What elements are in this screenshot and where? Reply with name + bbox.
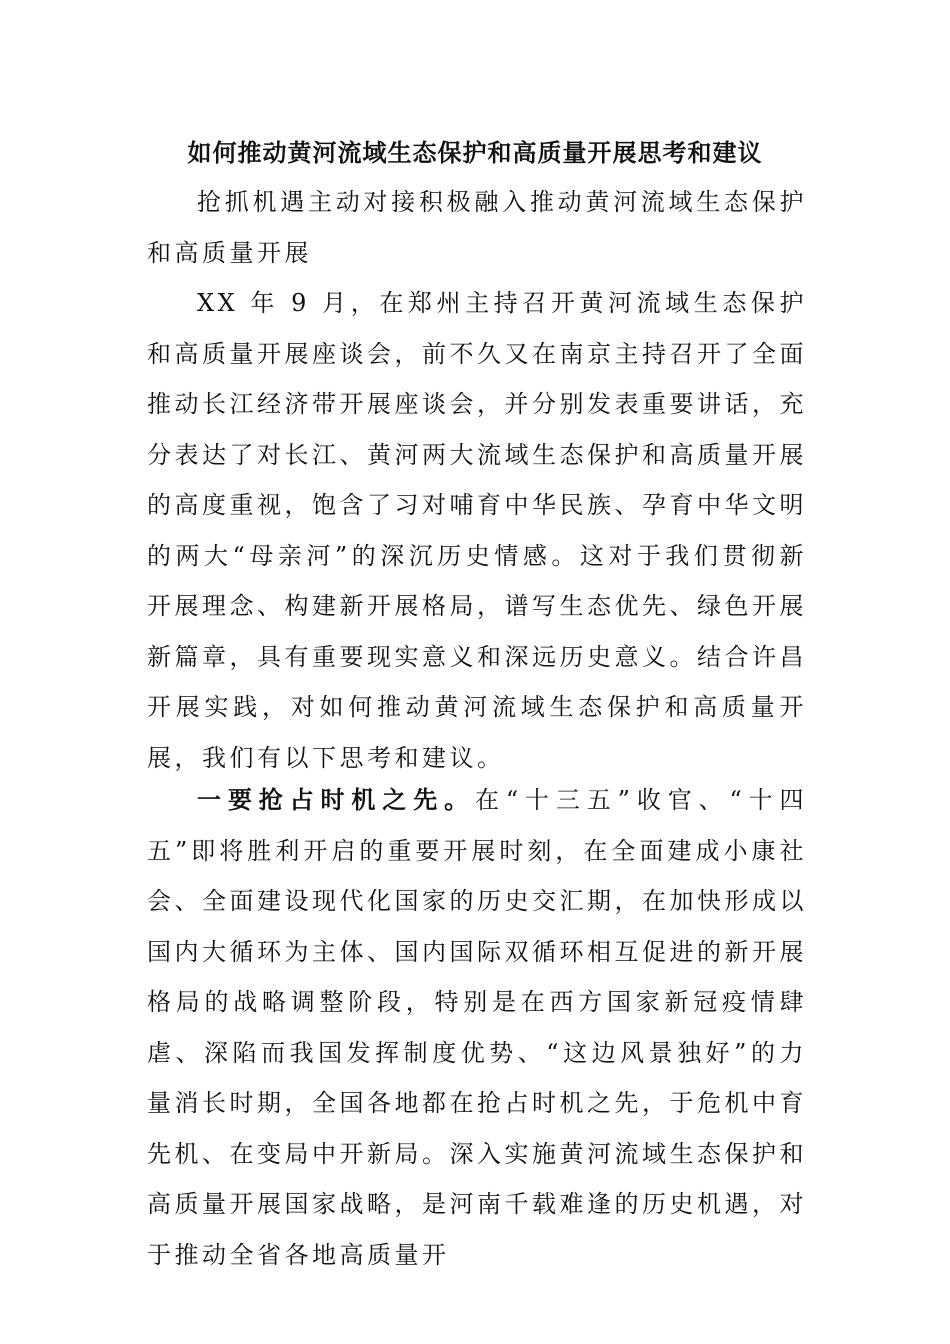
section-1-body: 在“十三五”收官、“十四五”即将胜利开启的重要开展时刻，在全面建成小康社会、全面建设现代化国家的历史交汇期，在加快形成以国内大循环为主体、国内国际双循环相互促进的新开展格局的战略调整阶段，特别是在西方国家新冠疫情肆虐、深陷而我国发挥制度优势、“这边风景独好”的力量消长时期，全国各地都在抢占时机之先，于危机中育先机、在变局中开新局。深入实施黄河流域生态保护和高质量开展国家战略，是河南千载难逢的历史机遇，对于推动全省各地高质量开: [147, 786, 808, 1269]
document-title: 如何推动黄河流域生态保护和高质量开展思考和建议: [187, 138, 763, 167]
document-subtitle: 抢抓机遇主动对接积极融入推动黄河流域生态保护和高质量开展: [147, 188, 807, 267]
section-1-lead: 一要抢占时机之先。: [197, 785, 475, 814]
section-1-paragraph: [147, 775, 807, 1280]
intro-paragraph: XX 年 9 月，在郑州主持召开黄河流域生态保护和高质量开展座谈会，前不久又在南京主持召开了全面推动长江经济带开展座谈会，并分别发表重要讲话，充分表达了对长江、黄河两大流域生态保护和高质量开展的高度重视，饱含了习对哺育中华民族、孕育中华文明的两大“母亲河”的深沉历史情感。这对于我们贯彻新开展理念、构建新开展格局，谱写生态优先、绿色开展新篇章，具有重要现实意义和深远历史意义。结合许昌开展实践，对如何推动黄河流域生态保护和高质量开展，我们有以下思考和建议。: [147, 289, 807, 772]
